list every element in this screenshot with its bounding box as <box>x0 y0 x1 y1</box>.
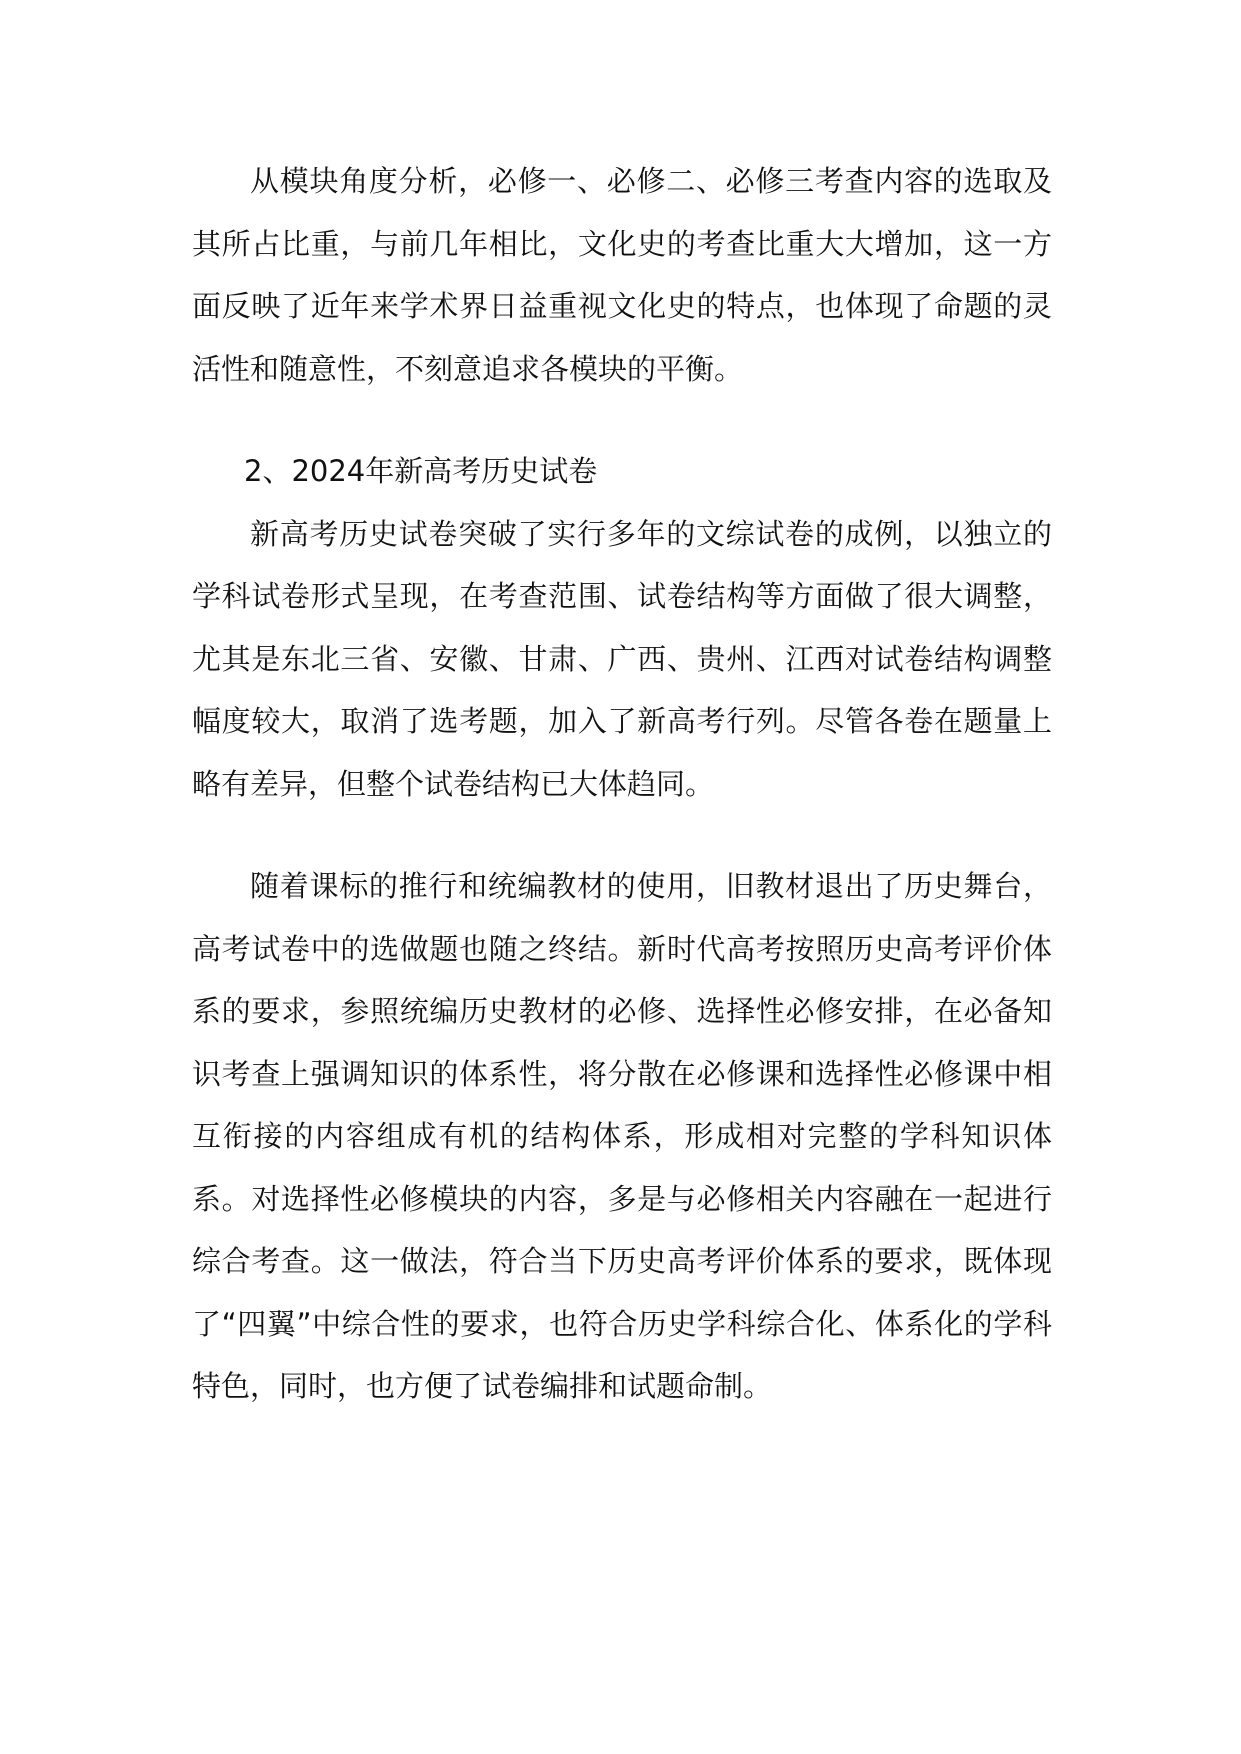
document-body <box>192 150 1052 1418</box>
paragraph-new-exam-structure: 新高考历史试卷突破了实行多年的文综试卷的成例，以独立的学科试卷形式呈现，在考查范围、试卷结构等方面做了很大调整，尤其是东北三省、安徽、甘肃、广西、贵州、江西对试卷结构调整幅度较大，取消了选考题，加入了新高考行列。尽管各卷在题量上略有差异，但整个试卷结构已大体趋同。 <box>192 516 1052 801</box>
paragraph-curriculum-standards: 随着课标的推行和统编教材的使用，旧教材退出了历史舞台，高考试卷中的选做题也随之终结。新时代高考按照历史高考评价体系的要求，参照统编历史教材的必修、选择性必修安排，在必备知识考查上强调知识的体系性，将分散在必修课和选择性必修课中相互衔接的内容组成有机的结构体系，形成相对完整的学科知识体系。对选择性必修模块的内容，多是与必修相关内容融在一起进行综合考查。这一做法，符合当下历史高考评价体系的要求，既体现了“四翼”中综合性的要求，也符合历史学科综合化、体系化的学科特色，同时，也方便了试卷编排和试题命制。 <box>192 869 1052 1403</box>
section-heading-2024-exam: 2、2024年新高考历史试卷 <box>244 454 598 488</box>
paragraph-module-analysis: 从模块角度分析，必修一、必修二、必修三考查内容的选取及其所占比重，与前几年相比，文化史的考查比重大大增加，这一方面反映了近年来学术界日益重视文化史的特点，也体现了命题的灵活性和随意性，不刻意追求各模块的平衡。 <box>192 164 1052 386</box>
